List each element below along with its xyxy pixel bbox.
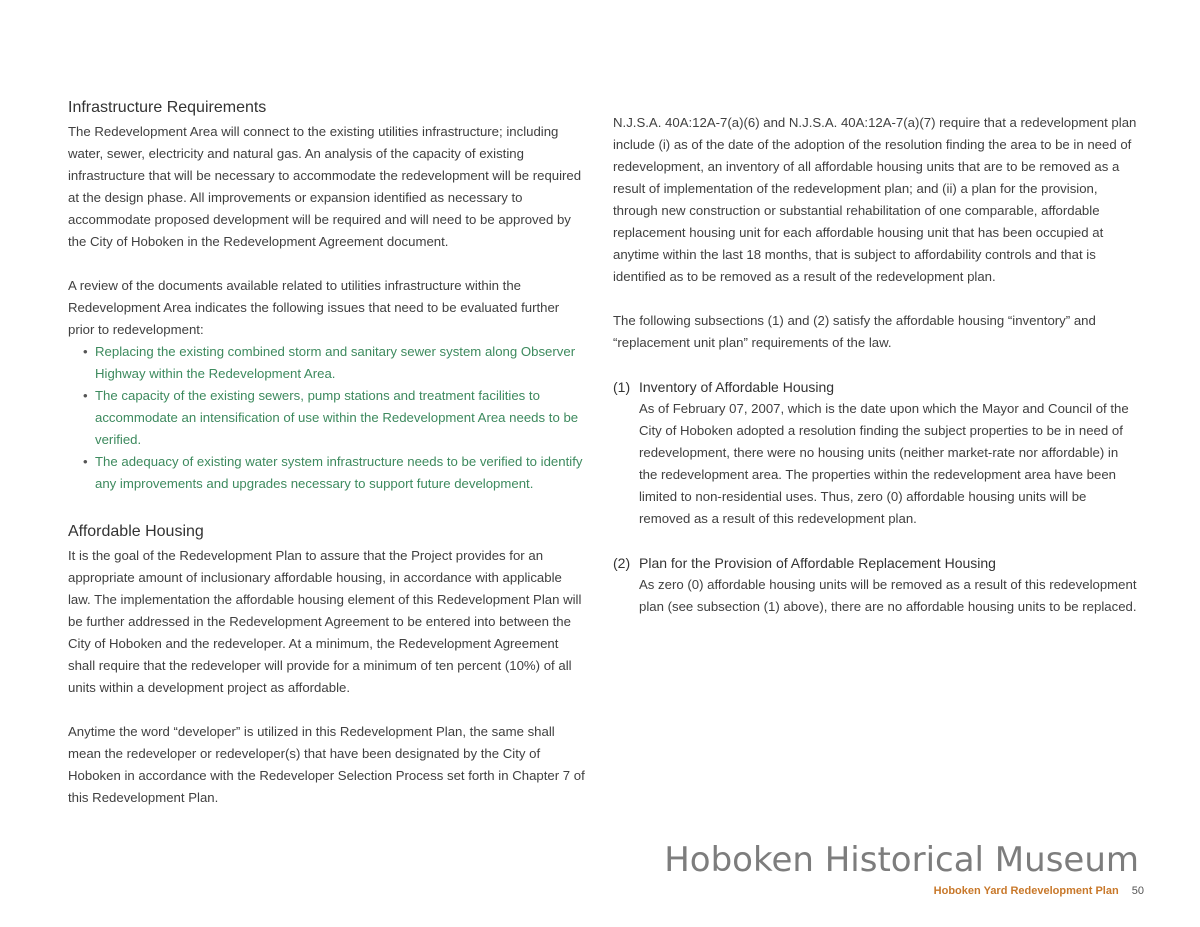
bullet-icon: • <box>83 344 88 359</box>
affordable-paragraph-1: It is the goal of the Redevelopment Plan to assure that the Project provides for an appropriate amount of inclusionary affordable housing, in accordance with applicable law. The implementation the affordable housing element of this Redevelopment Plan will be further addressed in the Redevelopment Agreement to be entered into between the City of Hoboken and the redeveloper. At a minimum, the Redevelopment Agreement shall require that the redeveloper will provide for a minimum of ten percent (10%) of all units within a development project as affordable. <box>68 548 582 695</box>
museum-watermark: Hoboken Historical Museum <box>664 840 1139 880</box>
issue-item <box>83 385 588 451</box>
subsection-1-body: As of February 07, 2007, which is the date upon which the Mayor and Council of the City of Hoboken adopted a resolution finding the subject properties to be in need of redevelopment, there were no housing units (neither market-rate nor affordable) in the redevelopment area. The properties within the redevelopment area have been limited to non-residential uses. Thus, zero (0) affordable housing units will be removed as a result of this redevelopment plan. <box>639 401 1129 526</box>
issue-text: The adequacy of existing water system infrastructure needs to be verified to identify any improvements and upgrades necessary to support future development. <box>95 454 583 491</box>
plan-name: Hoboken Yard Redevelopment Plan <box>933 885 1119 897</box>
left-column <box>68 97 588 809</box>
spacer <box>68 495 588 521</box>
issues-list <box>68 341 588 495</box>
affordable-housing-heading: Affordable Housing <box>68 523 204 540</box>
issue-item <box>83 341 588 385</box>
spacer <box>613 530 1138 552</box>
subsection-1-title: Inventory of Affordable Housing <box>639 379 835 395</box>
subsection-2-heading <box>613 552 1138 574</box>
subsection-2-body: As zero (0) affordable housing units will be removed as a result of this redevelopment plan (see subsection (1) above), there are no affordable housing units to be replaced. <box>639 577 1137 614</box>
right-column <box>613 112 1138 618</box>
issue-item <box>83 451 588 495</box>
subsection-2-title: Plan for the Provision of Affordable Replacement Housing <box>639 555 996 571</box>
infrastructure-paragraph-2: A review of the documents available related to utilities infrastructure within the Redevelopment Area indicates the following issues that need to be evaluated further prior to redevelopment: <box>68 278 560 337</box>
subsection-1-number: (1) <box>613 379 631 395</box>
affordable-paragraph-2: Anytime the word “developer” is utilized in this Redevelopment Plan, the same shall mean the redeveloper or redeveloper(s) that have been designated by the City of Hoboken in accordance with the Redeveloper Selection Process set forth in Chapter 7 of this Redevelopment Plan. <box>68 724 585 805</box>
infrastructure-paragraph-1: The Redevelopment Area will connect to the existing utilities infrastructure; including water, sewer, electricity and natural gas. An analysis of the capacity of existing infrastructure that will be necessary to accommodate the redevelopment will be required at the design phase. All improvements or expansion identified as necessary to accommodate proposed development will be required and will need to be approved by the City of Hoboken in the Redevelopment Agreement document. <box>68 124 582 249</box>
issue-text: Replacing the existing combined storm and sanitary sewer system along Observer Highway within the Redevelopment Area. <box>95 344 576 381</box>
page-number: 50 <box>1131 885 1144 897</box>
page-footer <box>934 884 1144 898</box>
bullet-icon: • <box>83 454 88 469</box>
spacer <box>613 288 1138 310</box>
spacer <box>68 699 588 721</box>
infrastructure-heading: Infrastructure Requirements <box>68 99 267 116</box>
spacer <box>613 354 1138 376</box>
subsections-intro: The following subsections (1) and (2) satisfy the affordable housing “inventory” and “replacement unit plan” requirements of the law. <box>613 313 1096 350</box>
statute-paragraph: N.J.S.A. 40A:12A-7(a)(6) and N.J.S.A. 40A:12A-7(a)(7) require that a redevelopment plan include (i) as of the date of the adoption of the resolution finding the area to be in need of redevelopment, an inventory of all affordable housing units that are to be removed as a result of implementation of the redevelopment plan; and (ii) a plan for the provision, through new construction or substantial rehabilitation of one comparable, affordable replacement housing unit for each affordable housing unit that has been occupied at anytime within the last 18 months, that is subject to affordability controls and that is identified as to be removed as a result of the redevelopment plan. <box>613 115 1137 284</box>
subsection-2-number: (2) <box>613 555 631 571</box>
subsection-1-heading <box>613 376 1138 398</box>
spacer <box>68 253 588 275</box>
bullet-icon: • <box>83 388 88 403</box>
issue-text: The capacity of the existing sewers, pump stations and treatment facilities to accommodate an intensification of use within the Redevelopment Area needs to be verified. <box>95 388 579 447</box>
